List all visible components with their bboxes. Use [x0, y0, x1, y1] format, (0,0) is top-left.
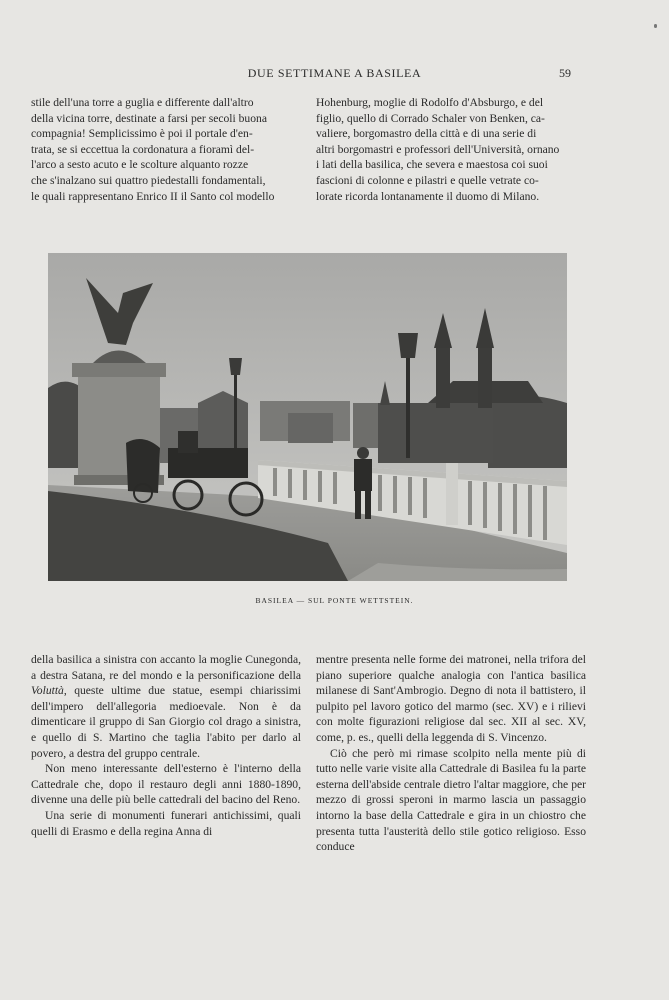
text-line: i lati della basilica, che severa e maestosa coi suoi [316, 158, 548, 172]
bottom-left-column [31, 652, 301, 839]
bottom-right-column [316, 652, 586, 855]
text-line: stile dell'una torre a guglia e differente dall'altro [31, 96, 254, 109]
page-header [0, 66, 669, 84]
text-line: fascioni di colonne e pilastri e quelle vetrate co- [316, 173, 539, 187]
photograph-basilea-wettstein-bridge [48, 253, 567, 581]
paragraph: mentre presenta nelle forme dei matronei, nella trifora del piano superiore qualche analogia con l'antica basilica milanese di Sant'Ambrogio. Degno di nota il battistero, il pulpito pel lavoro gotico del marmo (sec. XV) e i rilievi con molte figurazioni religiose dal sec. XII al sec. XV, come, p. es., quelli della leggenda di S. Vincenzo. [316, 653, 586, 744]
text-line: altri borgomastri e professori dell'Università, ornano [316, 142, 560, 156]
text-line: trata, se si eccettua la cordonatura a fioramì del- [31, 142, 255, 156]
text-line: lorate ricorda lontanamente il duomo di Milano. [316, 189, 540, 203]
italic-term: Voluttà [31, 684, 64, 698]
text-line: valiere, borgomastro della città e di una serie di [316, 127, 537, 141]
photo-caption: BASILEA — SUL PONTE WETTSTEIN. [255, 596, 414, 605]
text-line: compagnia! Semplicissimo è poi il portale d'en- [31, 127, 253, 141]
text-line: le quali rappresentano Enrico II il Santo col modello [31, 189, 275, 203]
paragraph: della basilica a sinistra con accanto la moglie Cunegonda, a destra Satana, re del mondo e la personificazione della Voluttà, queste ultime due statue, esempi chiarissimi dell'impero dell'allegoria medioevale. Non è da dimenticare il gruppo di San Giorgio col drago a sinistra, e quello di S. Martino che taglia l'abito per darlo al povero, a destra del gruppo centrale. [31, 653, 301, 760]
text-line: l'arco a sesto acuto e le scolture alquanto rozze [31, 158, 249, 172]
top-left-column [31, 95, 301, 204]
paragraph: Non meno interessante dell'esterno è l'interno della Cattedrale che, dopo il restauro degli anni 1880-1890, divenne una delle più belle cattedrali del bacino del Reno. [31, 762, 301, 807]
text-line: figlio, quello di Corrado Schaler von Benken, ca- [316, 111, 545, 125]
text-line: che s'inalzano sui quattro piedestalli fondamentali, [31, 173, 266, 187]
text-line: della vicina torre, destinate a farsi per secoli buona [31, 111, 267, 125]
text-line: Hohenburg, moglie di Rodolfo d'Absburgo, e del [316, 96, 544, 109]
paragraph: Una serie di monumenti funerari antichissimi, quali quelli di Erasmo e della regina Anna di [31, 808, 301, 838]
paragraph: Ciò che però mi rimase scolpito nella mente più di tutto nelle varie visite alla Cattedrale di Basilea fu la parte esterna dell'abside centrale dietro l'altar maggiore, che per mezzo di grossi speroni in marmo lascia un passaggio intorno la base della Cattedrale e gira in un chiostro che presenta tutta l'austerità dello stile gotico religioso. Esso conduce [316, 746, 586, 854]
running-title: DUE SETTIMANE A BASILEA [247, 66, 422, 80]
page-number: 59 [559, 66, 571, 80]
paper-speck [654, 24, 657, 28]
top-right-column [316, 95, 586, 204]
